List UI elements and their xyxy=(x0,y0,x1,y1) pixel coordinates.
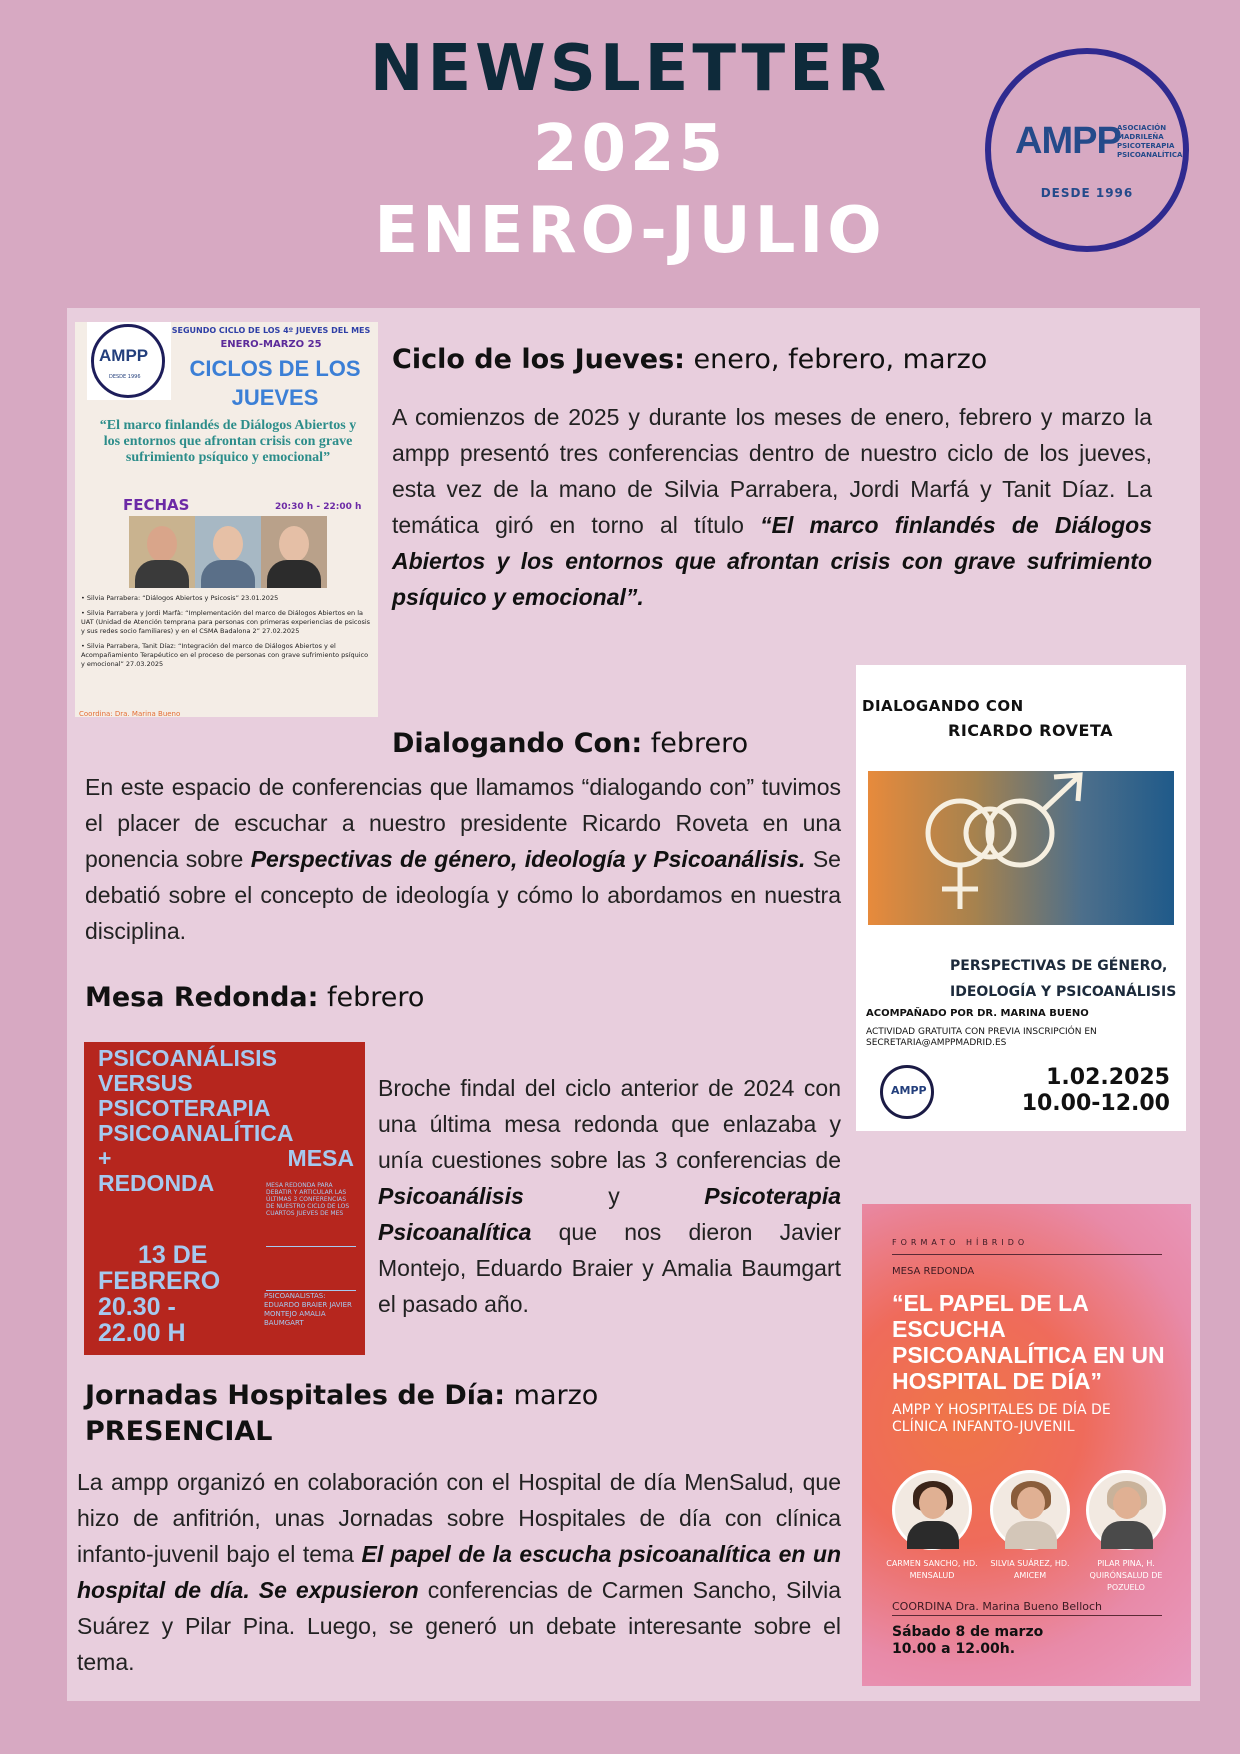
title-line-2: 2025 xyxy=(532,112,728,186)
speaker-photo xyxy=(990,1470,1070,1550)
poster-subtitle: “El marco finlandés de Diálogos Abiertos y los entornos que afrontan crisis con grave sufrimiento psíquico y emocional” xyxy=(99,418,357,465)
paragraph-jornadas: La ampp organizó en colaboración con el Hospital de día MenSalud, que hizo de anfitrión, unas Jornadas sobre Hospitales de día con clínica infanto-juvenil bajo el tema El papel de la escucha psicoanalítica en un hospital de día. Se expusieron conferencias de Carmen Sancho, Silvia Suárez y Pilar Pina. Luego, se generó un debate interesante sobre el tema. xyxy=(77,1469,842,1675)
poster-dates: ENERO-MARZO 25 xyxy=(220,339,322,350)
heading-mesa: Mesa Redonda: febrero xyxy=(85,982,425,1013)
poster-hora: 20:30 h - 22:00 h xyxy=(275,502,362,512)
poster-perspectivas: PERSPECTIVAS DE GÉNERO, IDEOLOGÍA Y PSICOANÁLISIS xyxy=(950,958,1177,1000)
speaker-photo xyxy=(195,516,261,588)
poster-list: • Silvia Parrabera: “Diálogos Abiertos y Psicosis” 23.01.2025 • Silvia Parrabera y Jordi Marfà: “Implementación del marco de Diálogos Abiertos en la UAT (Unidad de Atención temprana para personas con primeras experiencias de psicosis y sus redes socio familiares) y en el CSMA Badalona 2” 27.02.2025 • Silvia Parrabera, Tanit Díaz: “Integración del marco de Diálogos Abiertos y el Acompañamiento Terapéutico en el proceso de personas con grave sufrimiento psíquico y emocional” 27.03.2025 xyxy=(81,594,371,668)
heading-jueves: Ciclo de los Jueves: enero, febrero, marzo xyxy=(392,344,988,375)
poster-jornadas: FORMATO HÍBRIDO MESA REDONDA “EL PAPEL DE LA ESCUCHA PSICOANALÍTICA EN UN HOSPITAL DE DÍA” AMPP Y HOSPITALES DE DÍA DE CLÍNICA INFANTO-JUVENIL CARMEN SANCHO, HD. MENSALUD SILVIA SUÁREZ, HD. AMICEM PILAR PINA, H. QUIRÓNSALUD DE POZUELO COORDINA Dra. Marina Bueno Belloch Sábado 8 de marzo 10.00 a 12.00h. xyxy=(862,1204,1191,1686)
speaker-photo xyxy=(129,516,195,588)
speaker-photo xyxy=(261,516,327,588)
ampp-logo xyxy=(985,48,1189,252)
logo-abbr: AMPP xyxy=(1015,120,1121,162)
poster-title: CICLOS DE LOS JUEVES xyxy=(189,356,361,410)
title-line-1: NEWSLETTER xyxy=(369,32,891,106)
heading-dialogando: Dialogando Con: febrero xyxy=(392,728,749,759)
poster-coord: Coordina: Dra. Marina Bueno xyxy=(79,710,181,717)
speaker-photo xyxy=(1086,1470,1166,1550)
poster-logo: AMPP DESDE 1996 xyxy=(87,322,171,400)
paragraph-dialogando: En este espacio de conferencias que llamamos “dialogando con” tuvimos el placer de escuchar a nuestro presidente Ricardo Roveta en una ponencia sobre Perspectivas de género, ideología y Psicoanálisis. Se debatió sobre el concepto de ideología y cómo lo abordamos en nuestra disciplina. xyxy=(85,774,841,944)
gender-symbols-image xyxy=(868,771,1174,925)
poster-date: 1.02.2025 10.00-12.00 xyxy=(1021,1065,1170,1116)
poster-fechas: FECHAS xyxy=(123,496,190,514)
poster-segundo: SEGUNDO CICLO DE LOS 4º JUEVES DEL MES xyxy=(171,326,371,335)
speaker-photo xyxy=(892,1470,972,1550)
poster-logo: AMPP xyxy=(880,1065,934,1119)
paragraph-jueves: A comienzos de 2025 y durante los meses de enero, febrero y marzo la ampp presentó tres conferencias dentro de nuestro ciclo de los jueves, esta vez de la mano de Silvia Parrabera, Jordi Marfá y Tanit Díaz. La temática giró en torno al título “El marco finlandés de Diálogos Abiertos y los entornos que afrontan crisis con grave sufrimiento psíquico y emocional”. xyxy=(392,404,1153,610)
paragraph-mesa: Broche findal del ciclo anterior de 2024 con una última mesa redonda que enlazaba y unía cuestiones sobre las 3 conferencias de Psicoanálisis y Psicoterapia Psicoanalítica que nos dieron Javier Montejo, Eduardo Braier y Amalia Baumgart el pasado año. xyxy=(378,1075,842,1317)
heading-jornadas: Jornadas Hospitales de Día: marzo PRESENCIAL xyxy=(85,1380,599,1447)
poster-mesa-redonda: PSICOANÁLISIS VERSUS PSICOTERAPIA PSICOANALÍTICA + MESA REDONDA MESA REDONDA PARA DEBATIR Y ARTICULAR LAS ÚLTIMAS 3 CONFERENCIAS DE NUESTRO CICLO DE LOS CUARTOS JUEVES DE MES 13 DE FEBRERO 20.30 - 22.00 H PSICOANALISTAS: EDUARDO BRAIER JAVIER MONTEJO AMALIA BAUMGART xyxy=(84,1042,365,1355)
logo-since: DESDE 1996 xyxy=(1040,186,1134,200)
logo-assoc: ASOCIACIÓN MADRILEÑA PSICOTERAPIA PSICOANALÍTICA xyxy=(1117,124,1183,159)
poster-ciclos-jueves xyxy=(75,322,378,717)
title-line-3: ENERO-JULIO xyxy=(374,194,886,268)
poster-dialogando: DIALOGANDO CON RICARDO ROVETA PERSPECTIVAS DE GÉNERO, IDEOLOGÍA Y PSICOANÁLISIS ACOMPAÑADO POR DR. MARINA BUENO ACTIVIDAD GRATUITA CON PREVIA INSCRIPCIÓN EN SECRETARIA@AMPPMADRID.ES AMPP 1.02.2025 10.00-12.00 xyxy=(856,665,1186,1131)
